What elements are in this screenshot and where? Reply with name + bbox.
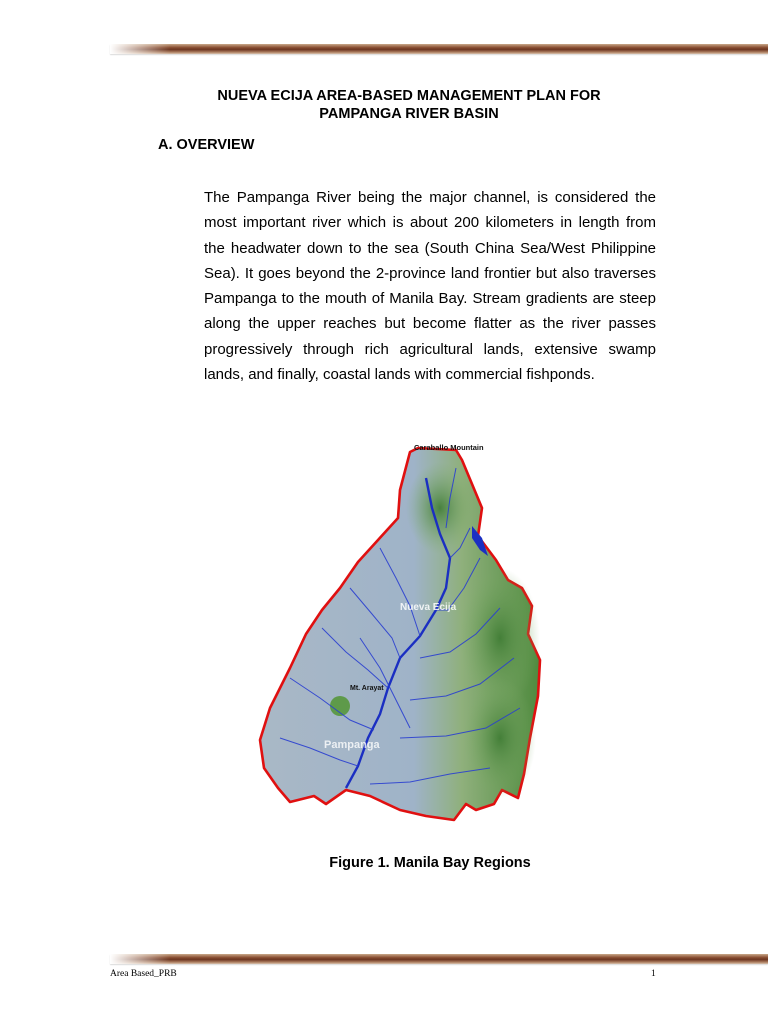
footer-decorative-rule	[110, 954, 768, 964]
map-label-pampanga: Pampanga	[324, 739, 380, 751]
document-title	[150, 87, 668, 123]
footer-document-label: Area Based_PRB	[110, 969, 177, 979]
basin-map-figure	[250, 438, 566, 830]
figure-caption: Figure 1. Manila Bay Regions	[329, 855, 531, 871]
map-label-caraballo: Caraballo Mountain	[414, 443, 484, 452]
footer-page-number: 1	[651, 969, 656, 979]
basin-map-image	[250, 438, 566, 830]
map-label-arayat: Mt. Arayat	[350, 685, 384, 692]
map-label-nueva-ecija: Nueva Ecija	[400, 602, 457, 613]
title-line-1: NUEVA ECIJA AREA-BASED MANAGEMENT PLAN FOR	[217, 88, 601, 104]
header-decorative-rule	[110, 44, 768, 54]
overview-paragraph: The Pampanga River being the major channel, is considered the most important river which is about 200 kilometers in length from the headwater down to the sea (South China Sea/West Philippine Sea). It goes beyond the 2-province land frontier but also traverses Pampanga to the mouth of Manila Bay. Stream gradients are steep along the upper reaches but become flatter as the river passes progressively through rich agricultural lands, extensive swamp lands, and finally, coastal lands with commercial fishponds.	[204, 189, 656, 384]
section-heading: A. OVERVIEW	[158, 137, 255, 153]
title-line-2: PAMPANGA RIVER BASIN	[319, 106, 499, 122]
